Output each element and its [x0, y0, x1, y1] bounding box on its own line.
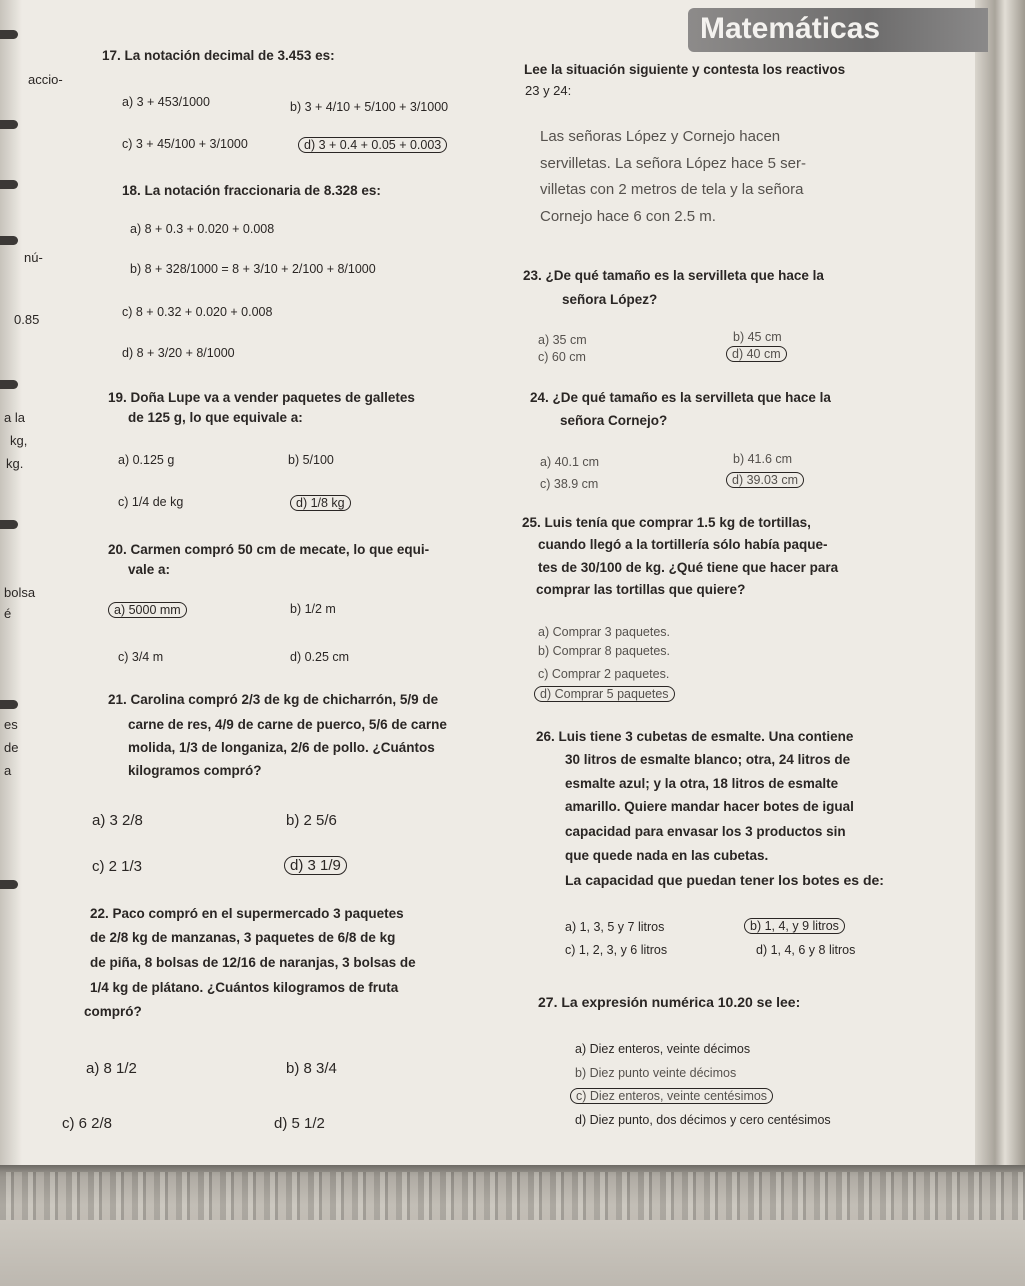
- q18-stem: 18. La notación fraccionaria de 8.328 es:: [122, 183, 381, 198]
- binding-ring: [0, 236, 18, 245]
- q21-option-b[interactable]: b) 2 5/6: [286, 812, 337, 829]
- margin-text: é: [4, 606, 12, 621]
- margin-text: bolsa: [4, 585, 36, 600]
- q23-option-a[interactable]: a) 35 cm: [538, 333, 587, 347]
- q21-option-a[interactable]: a) 3 2/8: [92, 812, 143, 829]
- q27-option-d[interactable]: d) Diez punto, dos décimos y cero centésimos: [575, 1113, 831, 1127]
- margin-text: es: [4, 717, 18, 732]
- q17-option-d[interactable]: d) 3 + 0.4 + 0.05 + 0.003: [298, 137, 447, 153]
- binding-ring: [0, 520, 18, 529]
- q18-option-a[interactable]: a) 8 + 0.3 + 0.020 + 0.008: [130, 222, 275, 236]
- q25-stem-line3: tes de 30/100 de kg. ¿Qué tiene que hacer para: [538, 560, 839, 575]
- binding-ring: [0, 180, 18, 189]
- situation-intro-line2: 23 y 24:: [525, 83, 572, 98]
- q27-stem: 27. La expresión numérica 10.20 se lee:: [538, 994, 801, 1010]
- q19-option-a[interactable]: a) 0.125 g: [118, 453, 175, 467]
- q19-option-d[interactable]: d) 1/8 kg: [290, 495, 351, 511]
- q26-option-a[interactable]: a) 1, 3, 5 y 7 litros: [565, 920, 665, 934]
- margin-text: de: [4, 740, 19, 755]
- q18-option-d[interactable]: d) 8 + 3/20 + 8/1000: [122, 346, 235, 360]
- page-title: Matemáticas: [700, 12, 881, 45]
- q17-option-b[interactable]: b) 3 + 4/10 + 5/100 + 3/1000: [290, 100, 449, 114]
- binding-ring: [0, 30, 18, 39]
- q17-option-a[interactable]: a) 3 + 453/1000: [122, 95, 210, 109]
- q26-stem-line5: capacidad para envasar los 3 productos sin: [565, 824, 846, 839]
- q26-stem-line7: La capacidad que puedan tener los botes es de:: [565, 872, 884, 888]
- binding-ring: [0, 880, 18, 889]
- binding-ring: [0, 380, 18, 389]
- situation-text-line3: villetas con 2 metros de tela y la señora: [540, 181, 804, 198]
- q23-option-c[interactable]: c) 60 cm: [538, 350, 586, 364]
- q25-option-a[interactable]: a) Comprar 3 paquetes.: [538, 625, 671, 639]
- q25-option-c[interactable]: c) Comprar 2 paquetes.: [538, 667, 670, 681]
- q20-option-c[interactable]: c) 3/4 m: [118, 650, 164, 664]
- q25-option-d[interactable]: d) Comprar 5 paquetes: [534, 686, 675, 702]
- q26-option-d[interactable]: d) 1, 4, 6 y 8 litros: [756, 943, 856, 957]
- q20-option-a[interactable]: a) 5000 mm: [108, 602, 187, 618]
- margin-text: 0.85: [14, 312, 40, 327]
- q21-option-d[interactable]: d) 3 1/9: [284, 856, 347, 875]
- q27-option-b[interactable]: b) Diez punto veinte décimos: [575, 1066, 737, 1080]
- q19-stem-line1: 19. Doña Lupe va a vender paquetes de galletes: [108, 390, 415, 405]
- q26-stem-line1: 26. Luis tiene 3 cubetas de esmalte. Una contiene: [536, 729, 854, 744]
- q24-stem-line2: señora Cornejo?: [560, 413, 668, 428]
- q19-option-b[interactable]: b) 5/100: [288, 453, 334, 467]
- q20-option-b[interactable]: b) 1/2 m: [290, 602, 336, 616]
- binding-ring: [0, 700, 18, 709]
- q22-option-a[interactable]: a) 8 1/2: [86, 1060, 137, 1077]
- margin-text: nú-: [24, 250, 43, 265]
- q26-stem-line3: esmalte azul; y la otra, 18 litros de esmalte: [565, 776, 839, 791]
- margin-text: accio-: [28, 72, 63, 87]
- margin-text: a la: [4, 410, 25, 425]
- q26-stem-line2: 30 litros de esmalte blanco; otra, 24 litros de: [565, 752, 851, 767]
- q18-option-c[interactable]: c) 8 + 0.32 + 0.020 + 0.008: [122, 305, 273, 319]
- q25-option-b[interactable]: b) Comprar 8 paquetes.: [538, 644, 671, 658]
- margin-text: kg.: [6, 456, 24, 471]
- situation-text-line2: servilletas. La señora López hace 5 ser-: [540, 155, 806, 172]
- q23-stem-line1: 23. ¿De qué tamaño es la servilleta que hace la: [523, 268, 824, 283]
- q22-option-d[interactable]: d) 5 1/2: [274, 1115, 325, 1132]
- situation-text-line4: Cornejo hace 6 con 2.5 m.: [540, 208, 716, 225]
- q22-stem-line4: 1/4 kg de plátano. ¿Cuántos kilogramos de fruta: [90, 980, 399, 995]
- q27-option-a[interactable]: a) Diez enteros, veinte décimos: [575, 1042, 751, 1056]
- q23-option-b[interactable]: b) 45 cm: [733, 330, 782, 344]
- q21-stem-line1: 21. Carolina compró 2/3 de kg de chicharrón, 5/9 de: [108, 692, 439, 707]
- q21-stem-line4: kilogramos compró?: [128, 763, 262, 778]
- q26-option-b[interactable]: b) 1, 4, y 9 litros: [744, 918, 845, 934]
- q22-option-c[interactable]: c) 6 2/8: [62, 1115, 113, 1132]
- q23-stem-line2: señora López?: [562, 292, 658, 307]
- q17-option-c[interactable]: c) 3 + 45/100 + 3/1000: [122, 137, 248, 151]
- q27-option-c[interactable]: c) Diez enteros, veinte centésimos: [570, 1088, 773, 1104]
- q22-stem-line1: 22. Paco compró en el supermercado 3 paquetes: [90, 906, 404, 921]
- q26-stem-line6: que quede nada en las cubetas.: [565, 848, 769, 863]
- q24-option-d[interactable]: d) 39.03 cm: [726, 472, 804, 488]
- q24-option-a[interactable]: a) 40.1 cm: [540, 455, 600, 469]
- q18-option-b[interactable]: b) 8 + 328/1000 = 8 + 3/10 + 2/100 + 8/1000: [130, 262, 376, 276]
- situation-intro-line1: Lee la situación siguiente y contesta los reactivos: [524, 62, 846, 77]
- q22-stem-line5: compró?: [84, 1004, 142, 1019]
- binding-ring: [0, 120, 18, 129]
- q25-stem-line1: 25. Luis tenía que comprar 1.5 kg de tortillas,: [522, 515, 811, 530]
- margin-text: a: [4, 763, 12, 778]
- q19-option-c[interactable]: c) 1/4 de kg: [118, 495, 184, 509]
- q23-option-d[interactable]: d) 40 cm: [726, 346, 787, 362]
- spine-shadow: [0, 0, 22, 1165]
- q21-option-c[interactable]: c) 2 1/3: [92, 858, 143, 875]
- q24-stem-line1: 24. ¿De qué tamaño es la servilleta que hace la: [530, 390, 831, 405]
- q20-option-d[interactable]: d) 0.25 cm: [290, 650, 350, 664]
- q22-stem-line3: de piña, 8 bolsas de 12/16 de naranjas, 3 bolsas de: [90, 955, 416, 970]
- q26-option-c[interactable]: c) 1, 2, 3, y 6 litros: [565, 943, 668, 957]
- q26-stem-line4: amarillo. Quiere mandar hacer botes de igual: [565, 799, 854, 814]
- q20-stem-line2: vale a:: [128, 562, 171, 577]
- page-edge: [975, 0, 1025, 1165]
- q22-stem-line2: de 2/8 kg de manzanas, 3 paquetes de 6/8 de kg: [90, 930, 396, 945]
- q21-stem-line3: molida, 1/3 de longaniza, 2/6 de pollo. ¿Cuántos: [128, 740, 435, 755]
- q25-stem-line4: comprar las tortillas que quiere?: [536, 582, 746, 597]
- q21-stem-line2: carne de res, 4/9 de carne de puerco, 5/6 de carne: [128, 717, 447, 732]
- q19-stem-line2: de 125 g, lo que equivale a:: [128, 410, 303, 425]
- q17-stem: 17. La notación decimal de 3.453 es:: [102, 48, 335, 63]
- margin-text: kg,: [10, 433, 28, 448]
- header-banner: [688, 8, 988, 52]
- q24-option-c[interactable]: c) 38.9 cm: [540, 477, 599, 491]
- q24-option-b[interactable]: b) 41.6 cm: [733, 452, 793, 466]
- fabric-strip: [0, 1172, 1025, 1220]
- q20-stem-line1: 20. Carmen compró 50 cm de mecate, lo que equi-: [108, 542, 430, 557]
- situation-text-line1: Las señoras López y Cornejo hacen: [540, 128, 781, 145]
- q25-stem-line2: cuando llegó a la tortillería sólo había paque-: [538, 537, 828, 552]
- q22-option-b[interactable]: b) 8 3/4: [286, 1060, 337, 1077]
